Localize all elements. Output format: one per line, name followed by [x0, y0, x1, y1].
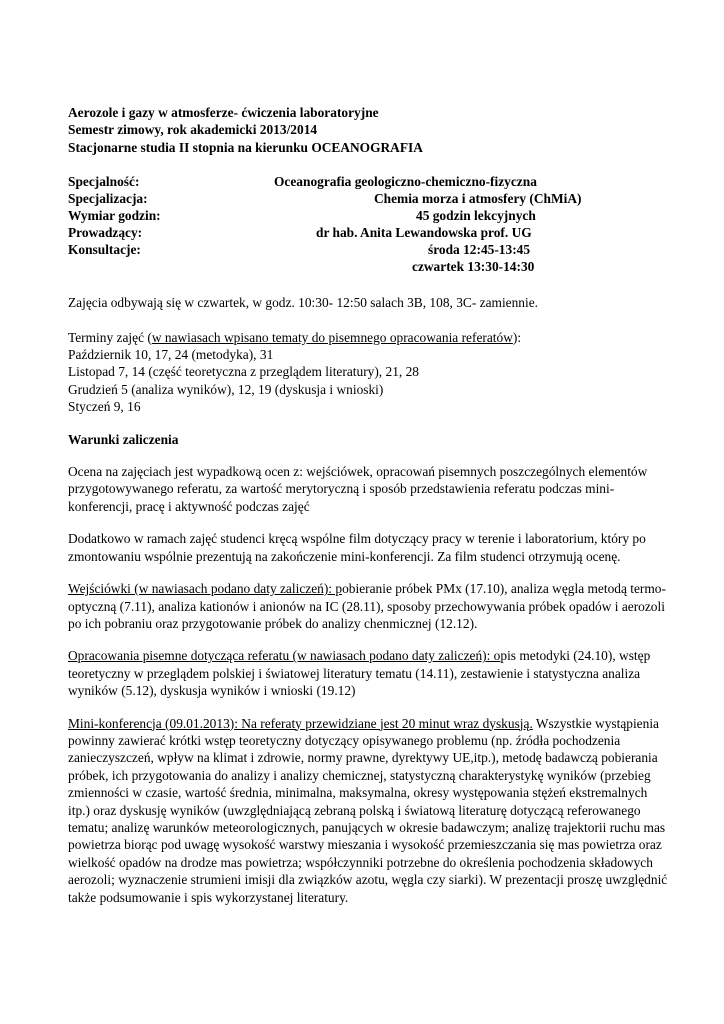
mini-konferencja-heading: Mini-konferencja (09.01.2013): Na referaty przewidziane jest 20 minut wraz dyskusją.	[68, 715, 533, 731]
term-october: Październik 10, 17, 24 (metodyka), 31	[68, 347, 274, 363]
specjalnosc-label: Specjalność:	[68, 174, 140, 190]
course-metadata	[68, 173, 668, 277]
wymiar-godzin-label: Wymiar godzin:	[68, 208, 161, 224]
wejsciowki-heading: Wejściówki (w nawiasach podano daty zaliczeń): p	[68, 581, 343, 597]
film-paragraph: Dodatkowo w ramach zajęć studenci kręcą wspólne film dotyczący pracy w terenie i laboratorium, który po zmontowaniu wspólnie prezentują na zakończenie mini-konferencji. Za film studenci otrzymują ocenę.	[68, 531, 646, 564]
terms-prefix: Terminy zajęć (	[68, 329, 152, 345]
semester-line: Semestr zimowy, rok akademicki 2013/2014	[68, 122, 318, 138]
grading-paragraph: Ocena na zajęciach jest wypadkową ocen z: wejściówek, opracowań pisemnych poszczególnych elementów przygotowywanego referatu, za wartość merytoryczną i sposób przedstawienia referatu podczas mini-konferencji, pracę i aktywność podczas zajęć	[68, 464, 648, 514]
course-title: Aerozole i gazy w atmosferze- ćwiczenia laboratoryjne	[68, 105, 379, 120]
conditions-heading: Warunki zaliczenia	[68, 431, 179, 447]
mini-konferencja-text: Wszystkie wystąpienia powinny zawierać krótki wstęp teoretyczny dotyczący opisywanego problemu (np. źródła pochodzenia zanieczyszczeń, wpływ na klimat i zdrowie, normy prawne, dyrektywy UE,itp.), metodę badawczą pobierania próbek, ich przygotowania do analizy i analizy chemicznej, statystyczną charakterystykę wyników (przebieg zmienności w czasie, wartość średnia, minimalna, maksymalna, okresy występowania stężeń ekstremalnych itp.) oraz dyskusję wyników (uwzględniającą zebraną polską i światową literaturę dotyczącą referowanego tematu; analizę warunków meteorologicznych, panujących w okresie badawczym; analizę trajektorii ruchu mas powietrza biorąc pod uwagę wysokość warstwy mieszania i wysokość przemieszczania się mas powietrza oraz wielkość opadów na drodze mas powietrza; współczynniki potrzebne do określenia pochodzenia składowych aerozoli; wyznaczenie strumieni imisji dla związków azotu, węgla czy siarki). W prezentacji proszę uwzględnić także podsumowanie i spis wykorzystanej literatury.	[68, 715, 668, 905]
prowadzacy-value: dr hab. Anita Lewandowska prof. UG	[316, 225, 532, 241]
terms-suffix: ):	[512, 329, 522, 345]
opracowania-paragraph	[68, 647, 668, 699]
term-january: Styczeń 9, 16	[68, 399, 141, 415]
study-program-line: Stacjonarne studia II stopnia na kierunku OCEANOGRAFIA	[68, 139, 423, 155]
mini-konferencja-paragraph	[68, 715, 668, 906]
terms-heading	[68, 329, 668, 346]
konsultacje-value-2: czwartek 13:30-14:30	[412, 259, 535, 275]
wymiar-godzin-value: 45 godzin lekcyjnych	[416, 208, 536, 224]
opracowania-heading: Opracowania pisemne dotycząca referatu (w nawiasach podano daty zaliczeń): o	[68, 648, 501, 664]
wejsciowki-text: obieranie próbek PMx (17.10), analiza węgla metodą termo-optyczną (7.11), analiza kationów i anionów na IC (28.11), sposoby przechowywania próbek opadów i aerozoli po ich pobraniu oraz przygotowanie próbek do analizy chenmicznej (12.12).	[68, 581, 666, 631]
konsultacje-value-1: środa 12:45-13:45	[428, 242, 531, 258]
specjalizacja-label: Specjalizacja:	[68, 191, 148, 207]
specjalnosc-value: Oceanografia geologiczno-chemiczno-fizyczna	[274, 174, 537, 190]
schedule-intro: Zajęcia odbywają się w czwartek, w godz. 10:30- 12:50 salach 3B, 108, 3C- zamiennie.	[68, 295, 539, 311]
wejsciowki-paragraph	[68, 580, 668, 632]
konsultacje-label: Konsultacje:	[68, 242, 141, 258]
terms-underlined: w nawiasach wpisano tematy do pisemnego opracowania referatów	[151, 329, 513, 345]
opracowania-text: pis metodyki (24.10), wstęp teoretyczny w przeglądem polskiej i światowej literatury tematu (14.11), zestawienie i statystyczna analiza wyników (5.12), dyskusja wyników i wnioski (19.12)	[68, 648, 651, 699]
term-december: Grudzień 5 (analiza wyników), 12, 19 (dyskusja i wnioski)	[68, 381, 384, 397]
prowadzacy-label: Prowadzący:	[68, 225, 143, 241]
document-header	[68, 104, 668, 156]
specjalizacja-value: Chemia morza i atmosfery (ChMiA)	[374, 191, 582, 207]
document-page	[68, 104, 668, 906]
term-november: Listopad 7, 14 (część teoretyczna z przeglądem literatury), 21, 28	[68, 364, 419, 380]
